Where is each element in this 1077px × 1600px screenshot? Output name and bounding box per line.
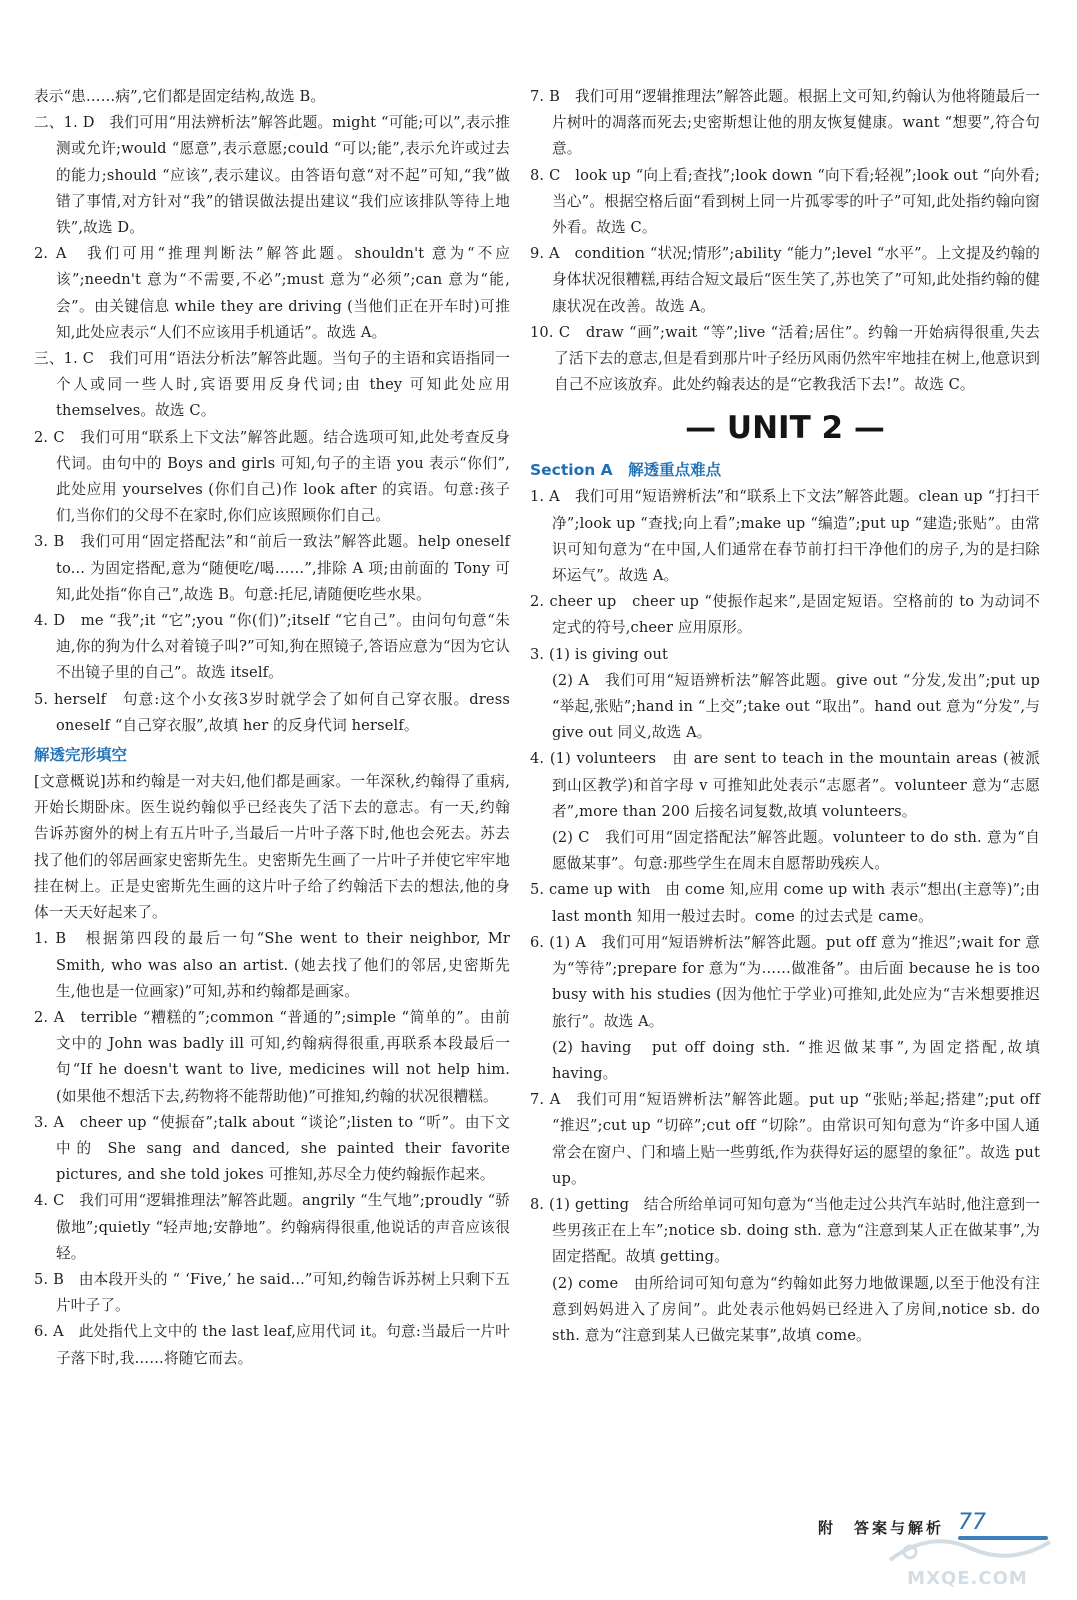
answer-subparagraph: (2) having put off doing sth. “推迟做某事”,为固定搭配,故填 having。 [552,1038,1040,1082]
summary-paragraph: [文意概说]苏和约翰是一对夫妇,他们都是画家。一年深秋,约翰得了重病,开始长期卧床。医生说约翰似乎已经丧失了活下去的意志。有一天,约翰告诉苏窗外的树上有五片叶子,当最后一片叶子落下时,他也会死去。苏去找了他们的邻居画家史密斯先生。史密斯先生画了一片叶子并使它牢牢地挂在树上。正是史密斯先生画的这片叶子给了约翰活下去的想法,他的身体一天天好起来了。 [34,773,510,922]
answer-paragraph: 1. A 我们可用“短语辨析法”和“联系上下文法”解答此题。clean up “打扫干净”;look up “查找;向上看”;make up “编造”;put up “建造;张贴”。由常识可知句意为“在中国,人们通常在春节前打扫干净他们的房子,为的是扫除坏运气”。故选 A。 [530,488,1040,585]
answer-subparagraph: (2) come 由所给词可知句意为“约翰如此努力地做课题,以至于他没有注意到妈妈进入了房间”。此处表示他妈妈已经进入了房间,notice sb. do sth. 意为“注意到某人已做完某事”,故填 come。 [552,1274,1040,1344]
answer-paragraph: 5. came up with 由 come 知,应用 come up with 表示“想出(主意等)”;由 last month 知用一般过去时。come 的过去式是 came。 [530,881,1040,925]
answer-paragraph: 3. A cheer up “使振奋”;talk about “谈论”;listen to “听”。由下文中的 She sang and danced, she painted their favorite pictures, and she told jokes 可推知,苏尽全力使约翰振作起来。 [34,1113,510,1184]
answer-paragraph: 9. A condition “状况;情形”;ability “能力”;level “水平”。上文提及约翰的身体状况很糟糕,再结合短文最后“医生笑了,苏也笑了”可知,此处指约翰的健康状况在改善。故选 A。 [530,245,1040,315]
answer-paragraph: 4. D me “我”;it “它”;you “你(们)”;itself “它自己”。由问句句意“朱迪,你的狗为什么对着镜子叫?”可知,狗在照镜子,答语应意为“因为它认不出镜子里的自己”。故选 itself。 [34,612,510,682]
answer-paragraph: 2. A 我们可用“推理判断法”解答此题。shouldn't 意为“不应该”;needn't 意为“不需要,不必”;must 意为“必须”;can 意为“能,会”。由关键信息 while they are driving (当他们正在开车时)可推知,此处应表示“人们不应该用手机通话”。故选 A。 [34,245,510,341]
answer-paragraph: 7. A 我们可用“短语辨析法”解答此题。put up “张贴;举起;搭建”;put off “推迟”;cut up “切碎”;cut off “切除”。由常识可知句意为“许多中国人通常会在窗户、门和墙上贴一些剪纸,作为获得好运的愿望的象征”。故选 put up。 [530,1091,1040,1187]
footer-label: 附 答案与解析 [818,1519,945,1537]
answer-paragraph: 4. (1) volunteers 由 are sent to teach in the mountain areas (被派到山区教学)和首字母 v 可推知此处表示“志愿者”。volunteer 意为“志愿者”,more than 200 后接名词复数,故填 volunteers。 [530,750,1040,820]
left-column [34,84,510,1372]
section-heading-cloze: 解透完形填空 [34,746,128,765]
unit-title: — UNIT 2 — [685,410,885,447]
right-column [530,84,1040,1349]
answer-paragraph: 6. (1) A 我们可用“短语辨析法”解答此题。put off 意为“推迟”;wait for 意为“等待”;prepare for 意为“为……做准备”。由后面 because he is too busy with his studies (因为他忙于学业)可推知,此处应为“吉米想要推迟旅行”。故选 A。 [530,933,1040,1030]
answer-paragraph: 二、1. D 我们可用“用法辨析法”解答此题。might “可能;可以”,表示推测或允许;would “愿意”,表示意愿;could “可以;能”,表示允许或过去的能力;should “应该”,表示建议。由答语句意“对不起”可知,“我”做错了事情,对方针对“我”的错误做法提出建议“我们应该排队等待上地铁”,故选 D。 [34,114,510,237]
answer-paragraph: 8. (1) getting 结合所给单词可知句意为“当他走过公共汽车站时,他注意到一些男孩正在上车”;notice sb. doing sth. 意为“注意到某人正在做某事”,为固定搭配。故填 getting。 [530,1195,1040,1266]
answer-paragraph: 1. B 根据第四段的最后一句“She went to their neighbor, Mr Smith, who was also an artist. (她去找了他们的邻居,史密斯先生,他也是一位画家)”可知,苏和约翰都是画家。 [34,930,510,1000]
answer-paragraph: 5. herself 句意:这个小女孩3岁时就学会了如何自己穿衣服。dress oneself “自己穿衣服”,故填 her 的反身代词 herself。 [34,690,510,734]
answer-paragraph: 4. C 我们可用“逻辑推理法”解答此题。angrily “生气地”;proudly “骄傲地”;quietly “轻声地;安静地”。约翰病得很重,他说话的声音应该很轻。 [34,1192,510,1262]
answer-paragraph: 7. B 我们可用“逻辑推理法”解答此题。根据上文可知,约翰认为他将随最后一片树叶的凋落而死去;史密斯想让他的朋友恢复健康。want “想要”,符合句意。 [530,88,1040,158]
answer-paragraph: 2. A terrible “糟糕的”;common “普通的”;simple “简单的”。由前文中的 John was badly ill 可知,约翰病得很重,再联系本段最后一句“If he doesn't want to live, medicines will not help him. (如果他不想活下去,药物将不能帮助他)”可推知,约翰的状况很糟糕。 [34,1008,510,1105]
answer-paragraph: 8. C look up “向上看;查找”;look down “向下看;轻视”;look out “向外看;当心”。根据空格后面“看到树上同一片孤零零的叶子”可知,此处指约翰向窗外看。故选 C。 [530,166,1040,237]
answer-paragraph: 表示“患……病”,它们都是固定结构,故选 B。 [34,88,326,105]
watermark [870,1530,1065,1596]
watermark-text: MXQE.COM [907,1568,1028,1589]
left-paragraph-list [34,84,510,1372]
watermark-logo-icon [870,1530,1065,1570]
page-number: 77 [958,1510,986,1535]
section-heading: Section A 解透重点难点 [530,461,722,480]
answer-paragraph: 3. B 我们可用“固定搭配法”和“前后一致法”解答此题。help oneself to... 为固定搭配,意为“随便吃/喝……”,排除 A 项;由前面的 Tony 可知,此处指“你自己”,故选 B。句意:托尼,请随便吃些水果。 [34,533,510,603]
answer-paragraph: 3. (1) is giving out [530,645,669,663]
answer-paragraph: 10. C draw “画”;wait “等”;live “活着;居住”。约翰一开始病得很重,失去了活下去的意志,但是看到那片叶子经历风雨仍然牢牢地挂在树上,他意识到自己不应该放弃。此处约翰表达的是“它教我活下去!”。故选 C。 [530,323,1040,394]
answer-paragraph: 三、1. C 我们可用“语法分析法”解答此题。当句子的主语和宾语指同一个人或同一些人时,宾语要用反身代词;由 they 可知此处应用 themselves。故选 C。 [34,350,510,420]
answer-paragraph: 2. cheer up cheer up “使振作起来”,是固定短语。空格前的 to 为动词不定式的符号,cheer 应用原形。 [530,593,1040,637]
answer-paragraph: 6. A 此处指代上文中的 the last leaf,应用代词 it。句意:当最后一片叶子落下时,我……将随它而去。 [34,1323,510,1367]
answer-paragraph: 5. B 由本段开头的 “ ‘Five,’ he said...”可知,约翰告诉苏树上只剩下五片叶子了。 [34,1270,510,1315]
answer-paragraph: 2. C 我们可用“联系上下文法”解答此题。结合选项可知,此处考查反身代词。由句中的 Boys and girls 可知,句子的主语 you 表示“你们”,此处应用 yourselves (你们自己)作 look after 的宾语。句意:孩子们,当你们的父母不在家时,你们应该照顾你们自己。 [34,428,510,525]
answer-subparagraph: (2) C 我们可用“固定搭配法”解答此题。volunteer to do sth. 意为“自愿做某事”。句意:那些学生在周末自愿帮助残疾人。 [552,829,1040,873]
answer-subparagraph: (2) A 我们可用“短语辨析法”解答此题。give out “分发,发出”;put up “举起,张贴”;hand in “上交”;take out “取出”。hand out 意为“分发”,与 give out 同义,故选 A。 [552,671,1040,742]
